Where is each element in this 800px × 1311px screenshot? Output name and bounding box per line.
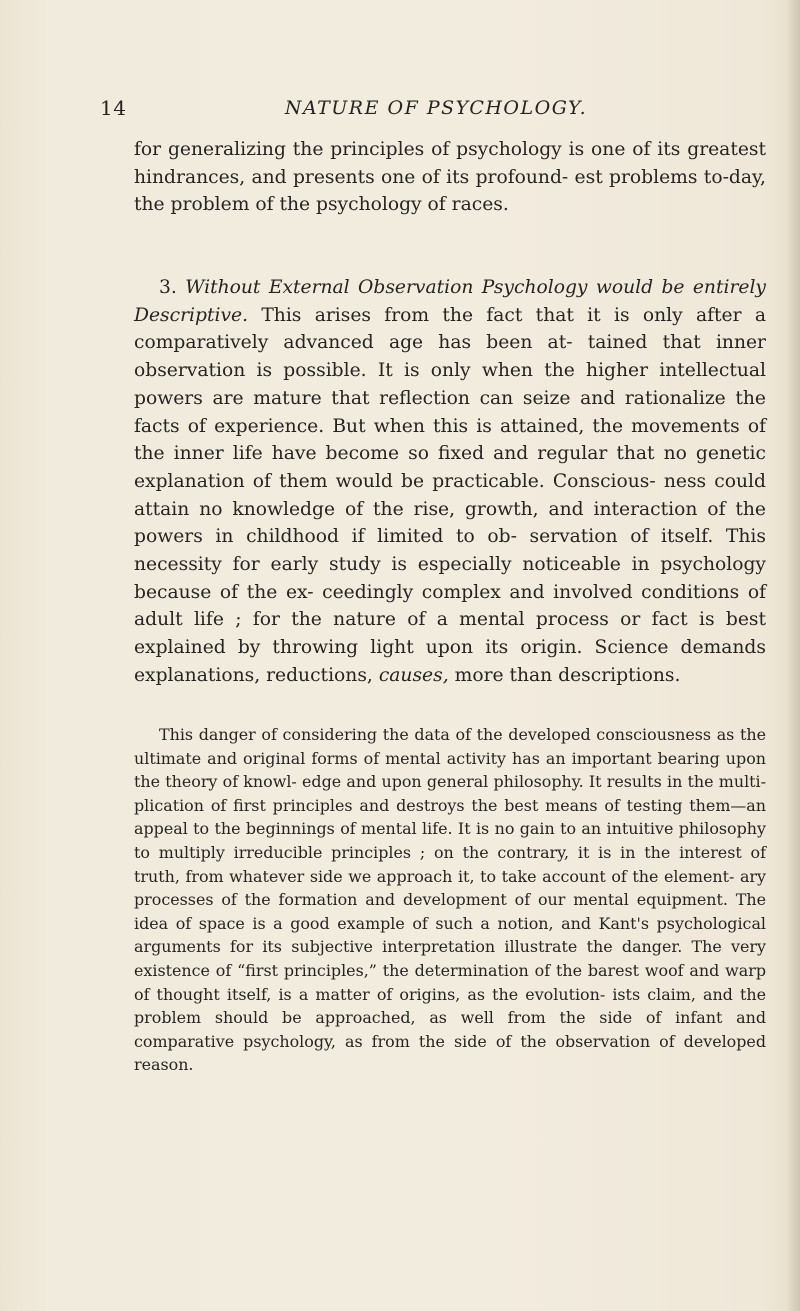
section-number: 3. (159, 277, 177, 298)
page-edge-shadow (786, 0, 800, 1311)
paragraph-2-ending: more than descriptions. (454, 664, 681, 686)
quoted-paragraph: This danger of considering the data of the developed consciousness as the ultimate and original forms of mental activity has an important bearing upon the theory of knowl- edge and upon general philosophy. It results in the multi- plication of first principles and destroys the best means of testing them—an appeal to the beginnings of mental life. It is no gain to an intuitive philosophy to multiply irreducible principles ; on the contrary, it is in the interest of truth, from whatever side we approach it, to take account of the element- ary processes of the formation and development of our mental equipment. The idea of space is a good example of such a notion, and Kant's psychological arguments for its subjective interpretation illustrate the danger. The very existence of “first principles,” the determination of the barest woof and warp of thought itself, is a matter of origins, as the evolution- ists claim, and the problem should be approached, as well from the side of infant and comparative psychology, as from the side of the observation of developed reason. (134, 725, 766, 1075)
paragraph-2-text: This arises from the fact that it is only after a comparatively advanced age has been at- tained that inner observation is possible. It is only when the higher intellectual powers are mature that reflection can seize and rationalize the facts of experience. But when this is attained, the movements of the inner life have become so fixed and regular that no genetic explanation of them would be practicable. Conscious- ness could attain no knowledge of the rise, growth, and interaction of the powers in childhood if limited to ob- servation of itself. This necessity for early study is especially noticeable in psychology because of the ex- ceedingly complex and involved conditions of adult life ; for the nature of a mental process or fact is best explained by throwing light upon its origin. Science demands explanations, reductions, (134, 304, 766, 686)
page-header (96, 96, 776, 126)
section-heading: Without External Observation Psychology would be entirely Descriptive. (134, 277, 766, 326)
running-title: NATURE OF PSYCHOLOGY. (284, 97, 588, 119)
body-paragraph-1: for generalizing the principles of psychology is one of its greatest hindrances, and presents one of its profound- est problems to-day, the problem of the psychology of races. (134, 139, 766, 216)
body-paragraph-2 (134, 274, 766, 690)
emphasis-causes: causes, (378, 664, 449, 686)
page-number: 14 (100, 96, 127, 120)
